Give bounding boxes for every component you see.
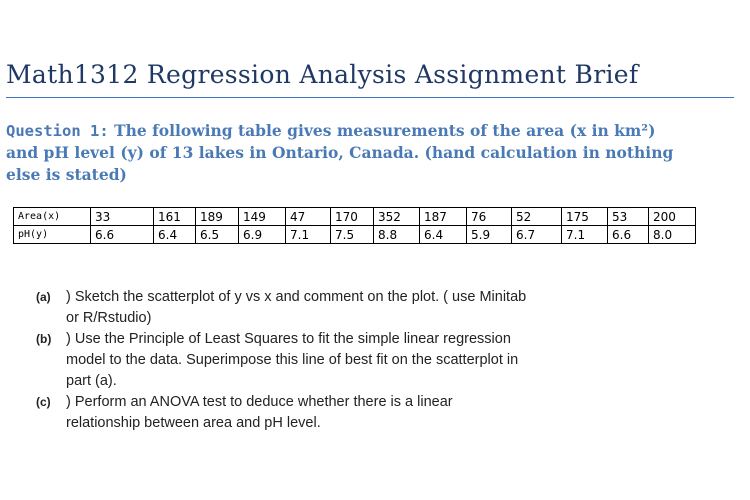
- part-a-line-2: or R/Rstudio): [66, 310, 152, 326]
- part-a-label: (a): [36, 290, 51, 304]
- ph-row-label: pH(y): [14, 226, 91, 244]
- ph-cell: 6.4: [154, 226, 196, 244]
- part-b-label: (b): [36, 332, 52, 346]
- question-parts: [36, 287, 696, 434]
- area-cell: 187: [420, 208, 467, 226]
- part-b-line-3: part (a).: [66, 373, 117, 389]
- area-cell: 352: [374, 208, 420, 226]
- area-cell: 33: [91, 208, 154, 226]
- area-cell: 170: [331, 208, 374, 226]
- area-row-label: Area(x): [14, 208, 91, 226]
- title-underline: [6, 97, 734, 98]
- part-a-line-1: ) Sketch the scatterplot of y vs x and comment on the plot. ( use Minitab: [66, 289, 527, 305]
- part-a: [36, 287, 696, 329]
- area-cell: 149: [239, 208, 286, 226]
- part-c-line-1: ) Perform an ANOVA test to deduce whether there is a linear: [66, 394, 453, 410]
- ph-cell: 6.6: [91, 226, 154, 244]
- area-cell: 47: [286, 208, 331, 226]
- ph-row: [14, 226, 696, 244]
- area-cell: 189: [196, 208, 239, 226]
- ph-cell: 6.6: [608, 226, 649, 244]
- part-c: [36, 392, 696, 434]
- area-row: [14, 208, 696, 226]
- document-title: Math1312 Regression Analysis Assignment Brief: [6, 60, 639, 89]
- area-cell: 53: [608, 208, 649, 226]
- ph-cell: 6.7: [512, 226, 562, 244]
- ph-cell: 8.0: [649, 226, 696, 244]
- ph-cell: 6.4: [420, 226, 467, 244]
- area-cell: 161: [154, 208, 196, 226]
- question-text: [6, 120, 736, 186]
- part-b-line-1: ) Use the Principle of Least Squares to fit the simple linear regression: [66, 331, 511, 347]
- ph-cell: 7.5: [331, 226, 374, 244]
- question-label: Question 1:: [6, 122, 109, 140]
- ph-cell: 6.5: [196, 226, 239, 244]
- part-c-line-2: relationship between area and pH level.: [66, 415, 321, 431]
- ph-cell: 7.1: [286, 226, 331, 244]
- part-c-label: (c): [36, 395, 51, 409]
- ph-cell: 6.9: [239, 226, 286, 244]
- lake-data-table: [13, 207, 696, 244]
- question-line-2: and pH level (y) of 13 lakes in Ontario, Canada. (hand calculation in nothing: [6, 143, 674, 162]
- question-line-3: else is stated): [6, 165, 127, 184]
- part-b-line-2: model to the data. Superimpose this line of best fit on the scatterplot in: [66, 352, 519, 368]
- area-cell: 76: [467, 208, 512, 226]
- area-cell: 175: [562, 208, 608, 226]
- question-line-1: The following table gives measurements of the area (x in km²): [114, 121, 656, 140]
- area-cell: 200: [649, 208, 696, 226]
- ph-cell: 7.1: [562, 226, 608, 244]
- area-cell: 52: [512, 208, 562, 226]
- ph-cell: 8.8: [374, 226, 420, 244]
- part-b: [36, 329, 696, 392]
- ph-cell: 5.9: [467, 226, 512, 244]
